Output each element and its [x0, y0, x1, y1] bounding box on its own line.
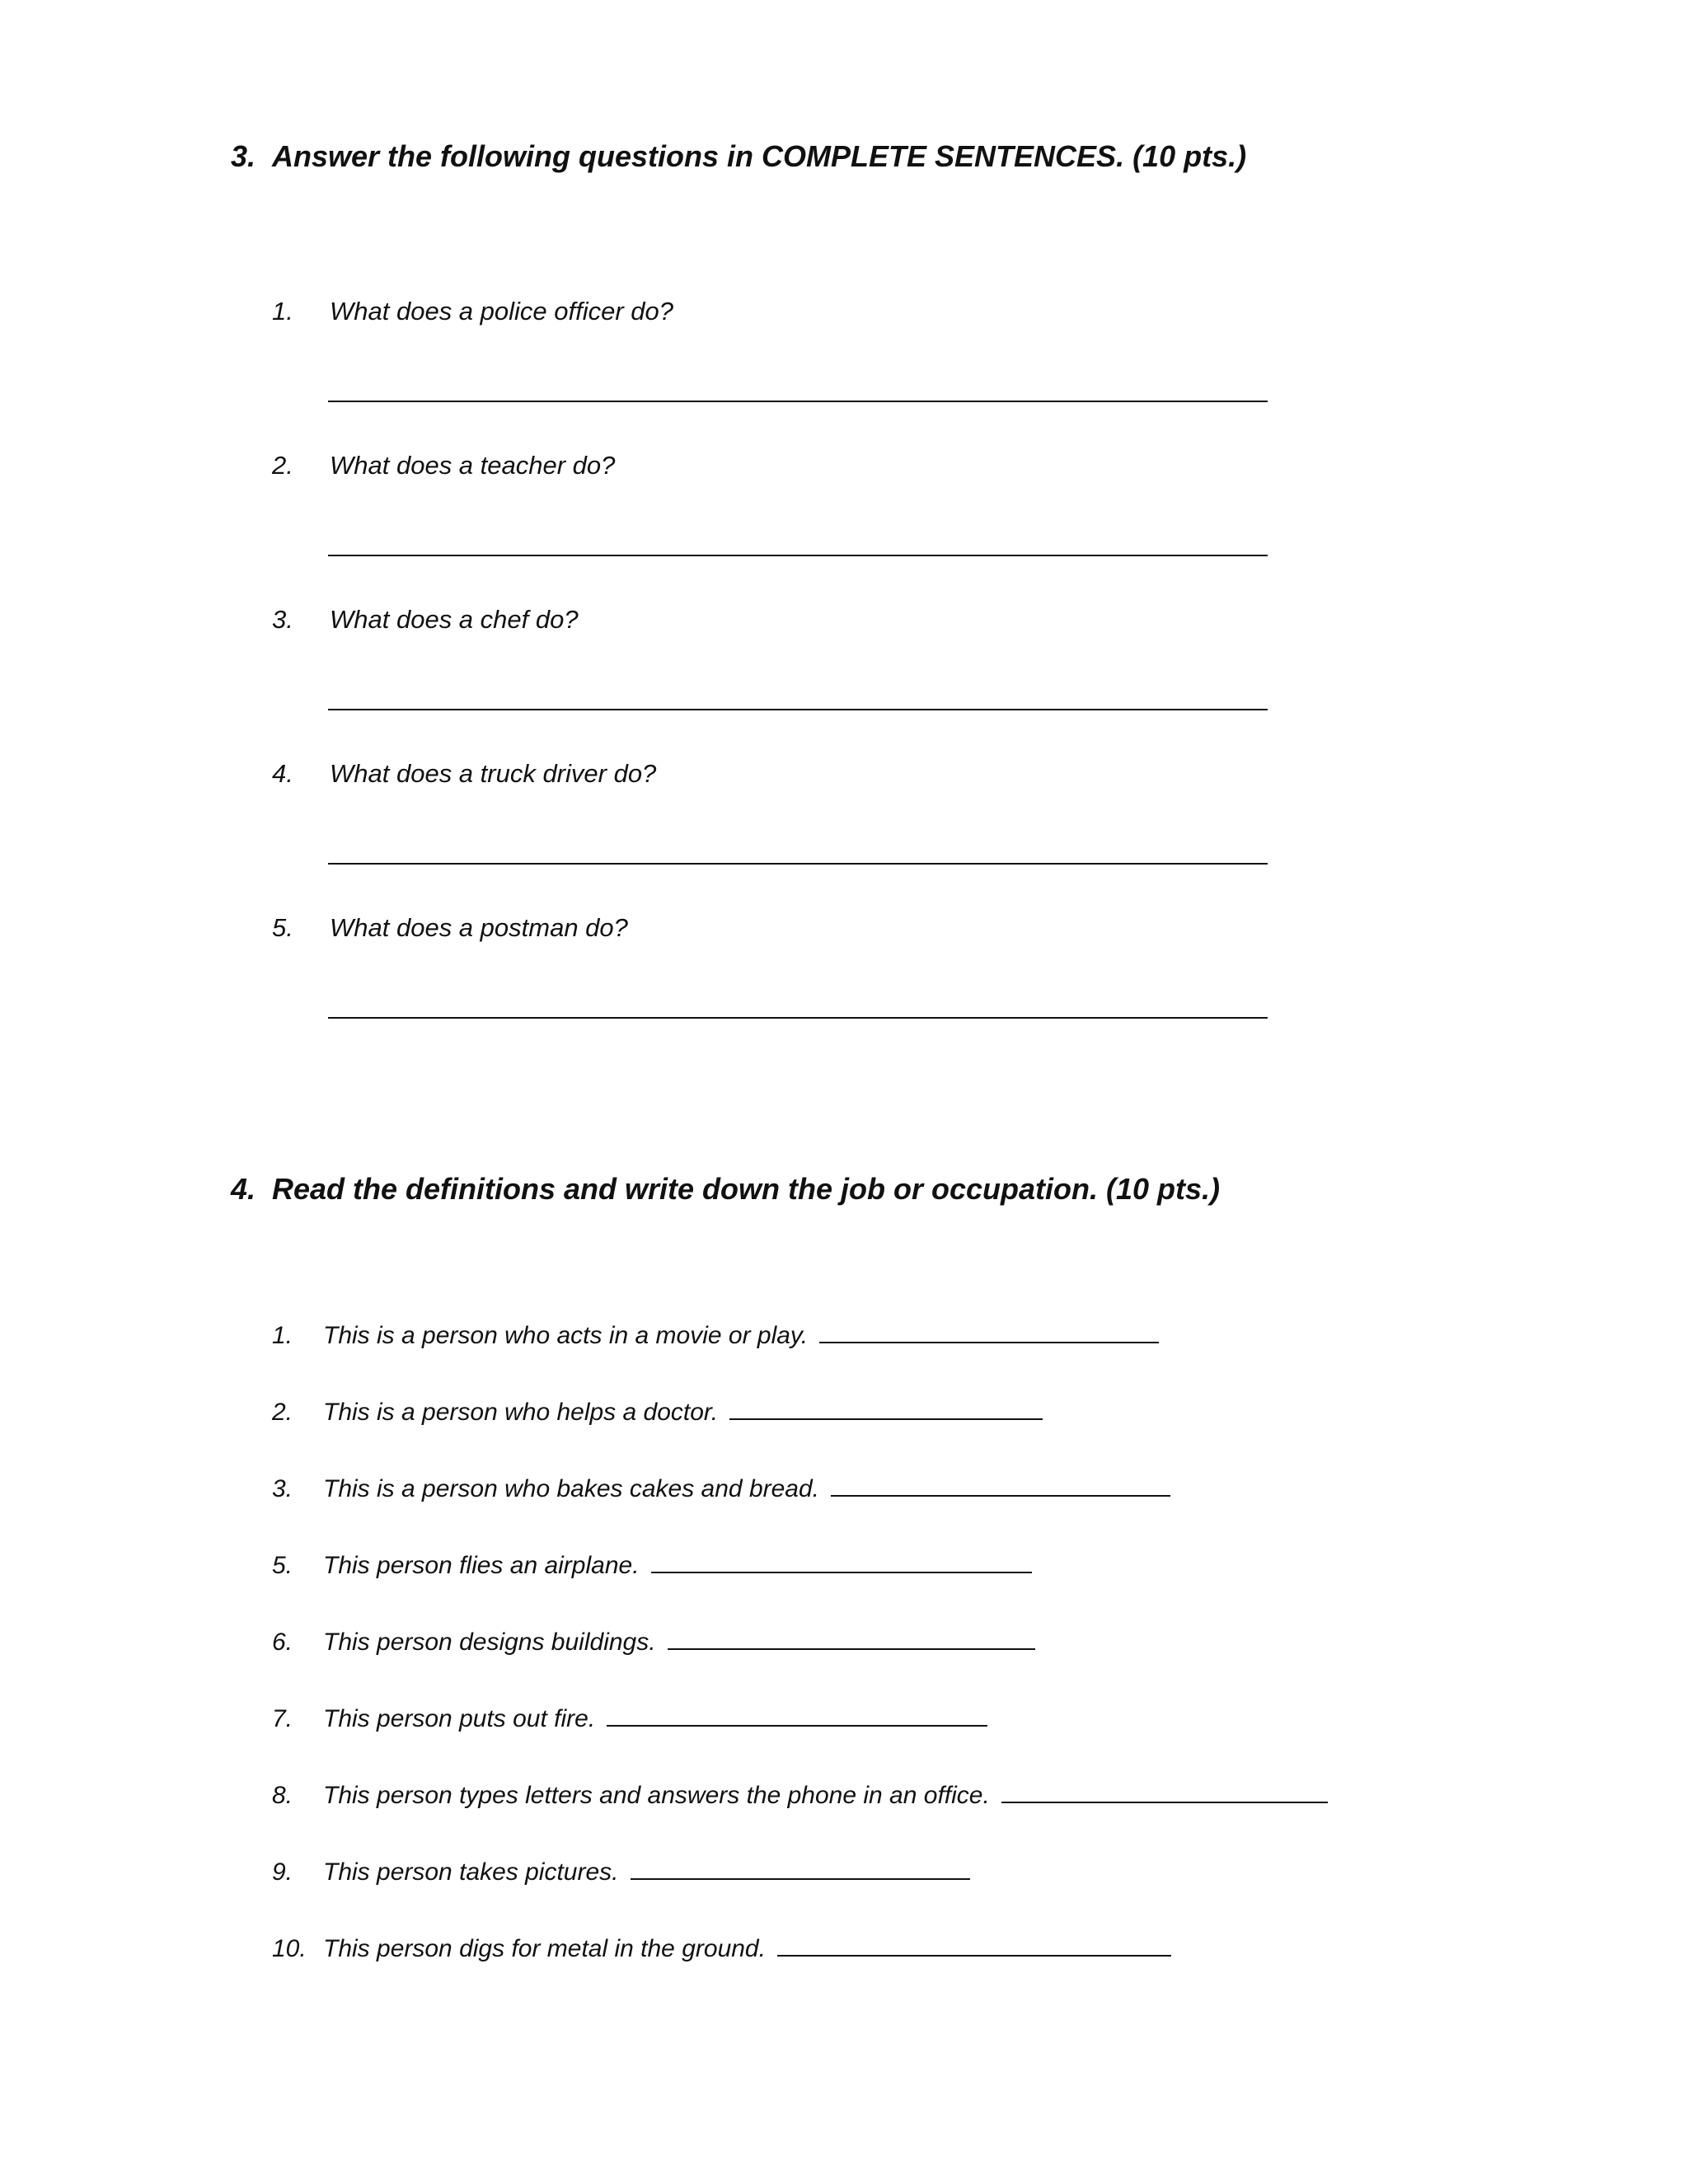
question-item	[272, 912, 628, 944]
section-3-heading	[231, 138, 1246, 175]
definition-number: 6.	[272, 1629, 293, 1656]
definition-number: 5.	[272, 1552, 293, 1579]
question-text: What does a postman do?	[330, 913, 628, 942]
answer-blank[interactable]	[668, 1625, 1035, 1650]
definition-text: This is a person who acts in a movie or play.	[323, 1322, 809, 1349]
question-number: 3.	[272, 605, 293, 634]
section-3-number: 3.	[231, 139, 256, 173]
section-4-heading	[231, 1171, 1220, 1207]
definition-text: This person designs buildings.	[323, 1629, 656, 1656]
definition-item	[272, 1625, 1035, 1659]
definition-number: 9.	[272, 1858, 293, 1886]
definition-item	[272, 1855, 970, 1889]
definition-text: This person puts out fire.	[323, 1705, 596, 1732]
definition-text: This person types letters and answers the phone in an office.	[323, 1782, 990, 1809]
answer-blank[interactable]	[819, 1319, 1159, 1343]
question-text: What does a police officer do?	[330, 297, 674, 326]
answer-blank[interactable]	[729, 1395, 1043, 1420]
question-text: What does a teacher do?	[330, 451, 616, 480]
definition-item	[272, 1702, 987, 1736]
question-item	[272, 449, 615, 482]
answer-line[interactable]	[328, 401, 1268, 402]
definition-text: This person digs for metal in the ground.	[323, 1935, 766, 1962]
definition-item	[272, 1395, 1043, 1429]
question-text: What does a truck driver do?	[330, 759, 657, 788]
definition-number: 7.	[272, 1705, 293, 1732]
question-item	[272, 603, 579, 636]
definition-number: 2.	[272, 1399, 293, 1426]
section-4-title: Read the definitions and write down the job or occupation. (10 pts.)	[272, 1172, 1221, 1206]
answer-line[interactable]	[328, 1017, 1268, 1019]
definition-item	[272, 1932, 1171, 1966]
answer-blank[interactable]	[831, 1472, 1170, 1497]
definition-item	[272, 1319, 1159, 1352]
question-number: 5.	[272, 913, 293, 942]
question-item	[272, 295, 673, 328]
definition-item	[272, 1779, 1328, 1812]
definition-text: This person flies an airplane.	[323, 1552, 640, 1579]
question-text: What does a chef do?	[330, 605, 579, 634]
question-number: 2.	[272, 451, 293, 480]
definition-text: This is a person who helps a doctor.	[323, 1399, 719, 1426]
answer-blank[interactable]	[631, 1855, 970, 1880]
definition-item	[272, 1472, 1170, 1506]
answer-line[interactable]	[328, 555, 1268, 556]
question-number: 4.	[272, 759, 293, 788]
answer-blank[interactable]	[1001, 1779, 1328, 1803]
definition-item	[272, 1549, 1032, 1582]
answer-blank[interactable]	[651, 1549, 1032, 1573]
definition-number: 1.	[272, 1322, 293, 1349]
answer-line[interactable]	[328, 709, 1268, 710]
answer-blank[interactable]	[607, 1702, 987, 1727]
section-3-title: Answer the following questions in COMPLETE SENTENCES. (10 pts.)	[272, 139, 1247, 173]
question-item	[272, 757, 656, 790]
section-4-number: 4.	[231, 1172, 256, 1206]
definition-text: This is a person who bakes cakes and bread.	[323, 1475, 820, 1502]
answer-line[interactable]	[328, 863, 1268, 865]
answer-blank[interactable]	[777, 1932, 1171, 1957]
question-number: 1.	[272, 297, 293, 326]
definition-number: 10.	[272, 1935, 307, 1962]
definition-text: This person takes pictures.	[323, 1858, 619, 1886]
definition-number: 8.	[272, 1782, 293, 1809]
definition-number: 3.	[272, 1475, 293, 1502]
